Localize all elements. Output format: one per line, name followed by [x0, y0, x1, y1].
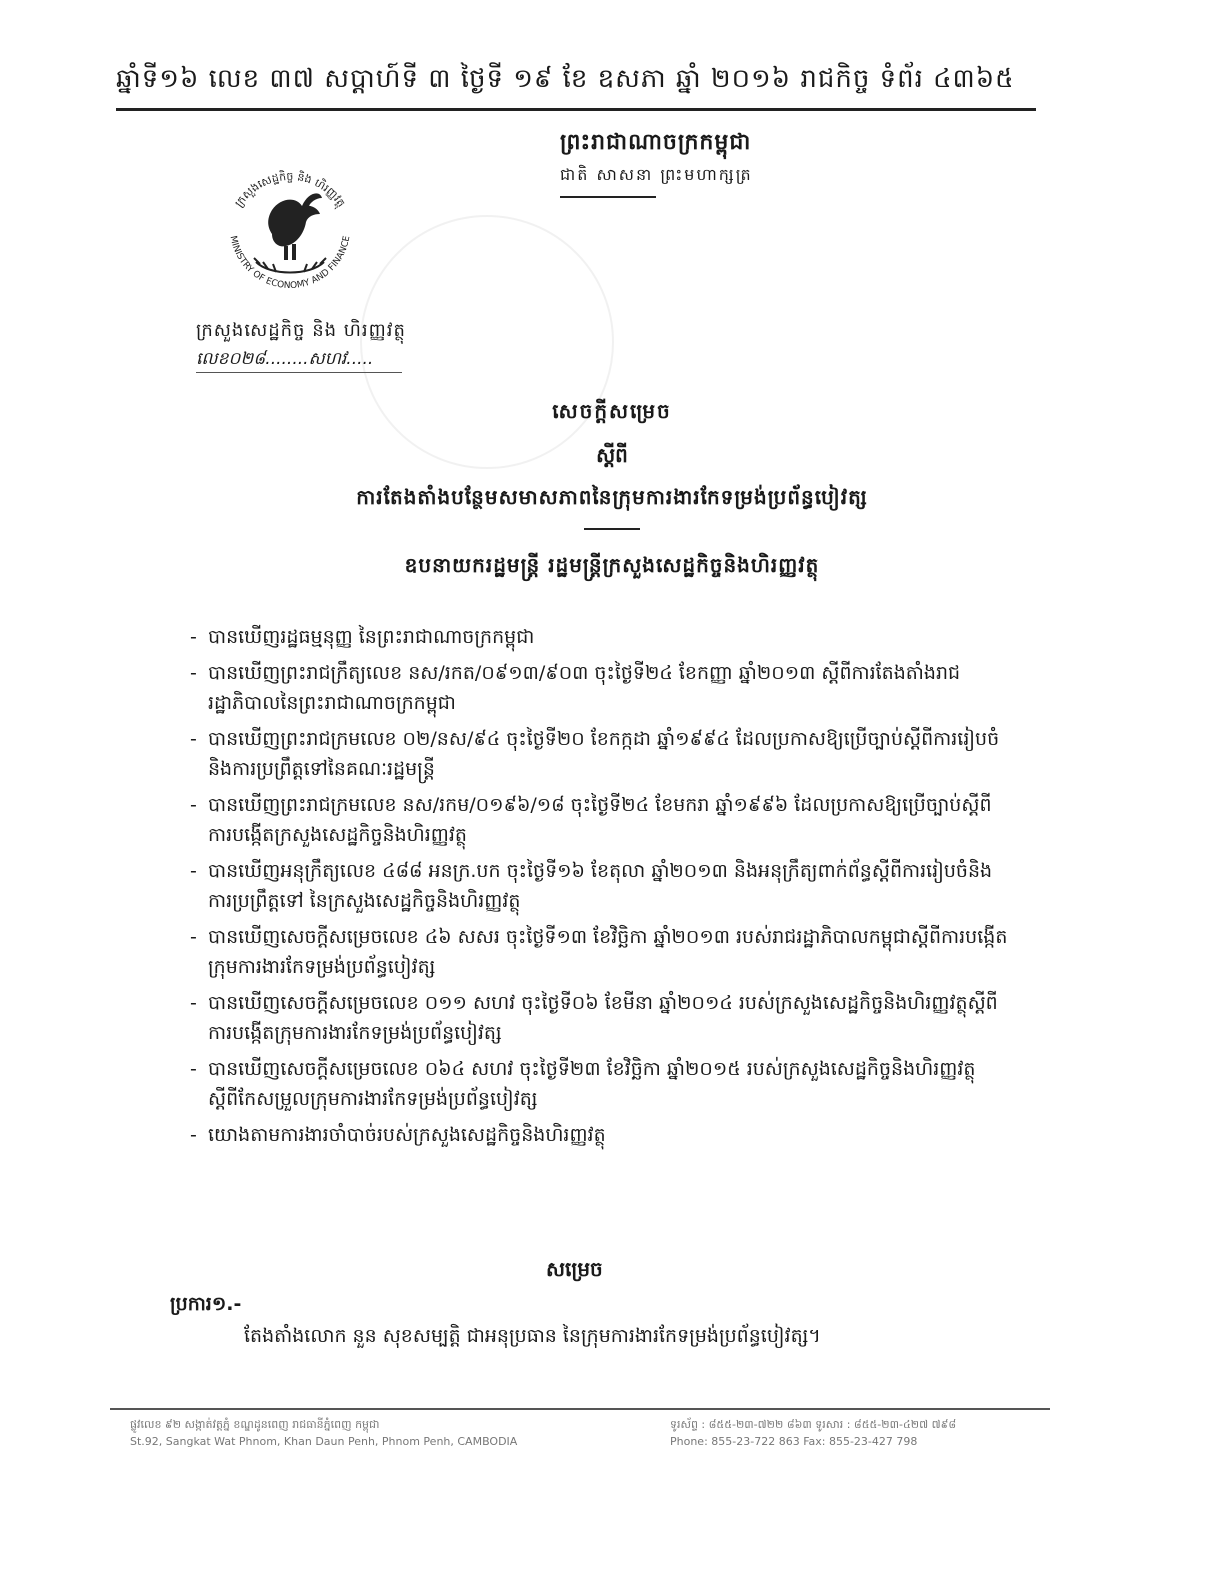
consideration-item: - បានឃើញរដ្ឋធម្មនុញ្ញ នៃព្រះរាជាណាចក្រកម្ពុជា [190, 626, 535, 648]
document-title [300, 398, 924, 582]
national-motto: ជាតិ សាសនា ព្រះមហាក្សត្រ [560, 165, 753, 184]
title-divider [584, 528, 640, 530]
consideration-item: - បានឃើញសេចក្តីសម្រេចលេខ ៤៦ សសរ ចុះថ្ងៃទី១៣ ខែវិច្ឆិកា ឆ្នាំ២០១៣ របស់រាជរដ្ឋាភិបាលកម្ពុជាស្តីពីការបង្កើតក្រុមការងារកែទម្រង់ប្រព័ន្ធបៀវត្ស [190, 926, 1008, 978]
header-rule [116, 108, 1036, 111]
seal-text-bottom: MINISTRY OF ECONOMY AND FINANCE [227, 234, 353, 292]
motto-divider [560, 196, 656, 198]
footer-phone-fax-kh: ទូរស័ព្ទ : ៨៥៥-២៣-៧២២ ៨៦៣ ទូរសារ : ៨៥៥-២៣-៤២៧ ៧៩៨ [670, 1418, 957, 1431]
consideration-item: - បានឃើញព្រះរាជក្រមលេខ នស/រកម/០១៩៦/១៨ ចុះថ្ងៃទី២៤ ខែមករា ឆ្នាំ១៩៩៦ ដែលប្រកាសឱ្យប្រើច្បាប់ស្តីពីការបង្កើតក្រសួងសេដ្ឋកិច្ចនិងហិរញ្ញវត្ថុ [190, 794, 992, 846]
reference-underline [196, 372, 402, 373]
seal-text-top: ក្រសួងសេដ្ឋកិច្ច និង ហិរញ្ញវត្ថុ [232, 169, 348, 210]
decision-heading: សម្រេច [546, 1257, 603, 1281]
gazette-header: ឆ្នាំទី១៦ លេខ ៣៧ សប្តាហ៍ទី ៣ ថ្ងៃទី ១៩ ខែ ឧសភា ឆ្នាំ ២០១៦ រាជកិច្ច ទំព័រ ៤៣៦៥ [116, 64, 1015, 94]
kingdom-block [560, 128, 760, 198]
footer-contact [670, 1416, 956, 1450]
kingdom-name: ព្រះរាជាណាចក្រកម្ពុជា [560, 130, 752, 155]
consideration-item: - បានឃើញអនុក្រឹត្យលេខ ៤៨៨ អនក្រ.បក ចុះថ្ងៃទី១៦ ខែតុលា ឆ្នាំ២០១៣ និងអនុក្រឹត្យពាក់ព័ន្ធស្តីពីការរៀបចំនិងការប្រព្រឹត្តទៅ នៃក្រសួងសេដ្ឋកិច្ចនិងហិរញ្ញវត្ថុ [190, 860, 993, 912]
ministry-name: ក្រសួងសេដ្ឋកិច្ច និង ហិរញ្ញវត្ថុ [196, 320, 406, 341]
issuing-authority: ឧបនាយករដ្ឋមន្ត្រី រដ្ឋមន្ត្រីក្រសួងសេដ្ឋកិច្ចនិងហិរញ្ញវត្ថុ [404, 553, 820, 577]
footer-address [130, 1416, 517, 1450]
consideration-item: - បានឃើញសេចក្តីសម្រេចលេខ ០១១ សហវ ចុះថ្ងៃទី០៦ ខែមីនា ឆ្នាំ២០១៤ របស់ក្រសួងសេដ្ឋកិច្ចនិងហិរញ្ញវត្ថុស្តីពីការបង្កើតក្រុមការងារកែទម្រង់ប្រព័ន្ធបៀវត្ស [190, 992, 998, 1044]
consideration-item: - បានឃើញសេចក្តីសម្រេចលេខ ០៦៤ សហវ ចុះថ្ងៃទី២៣ ខែវិច្ឆិកា ឆ្នាំ២០១៥ របស់ក្រសួងសេដ្ឋកិច្ចនិងហិរញ្ញវត្ថុស្តីពីកែសម្រួលក្រុមការងារកែទម្រង់ប្រព័ន្ធបៀវត្ស [190, 1058, 976, 1110]
article-1-text: តែងតាំងលោក នួន សុខសម្បត្តិ ជាអនុប្រធាន នៃក្រុមការងារកែទម្រង់ប្រព័ន្ធបៀវត្ស។ [244, 1325, 821, 1347]
footer-rule [110, 1408, 1050, 1410]
considerations-list [190, 622, 1010, 1156]
ministry-seal-icon [210, 150, 370, 300]
reference-number: លេខ០២៨........សហវ..... [196, 349, 374, 369]
consideration-item: - យោងតាមការងារចាំបាច់របស់ក្រសួងសេដ្ឋកិច្ចនិងហិរញ្ញវត្ថុ [190, 1124, 606, 1146]
consideration-item: - បានឃើញព្រះរាជក្រឹត្យលេខ នស/រកត/០៩១៣/៩០៣ ចុះថ្ងៃទី២៤ ខែកញ្ញា ឆ្នាំ២០១៣ ស្តីពីការតែងតាំងរាជរដ្ឋាភិបាលនៃព្រះរាជាណាចក្រកម្ពុជា [190, 662, 961, 714]
title-decision: សេចក្តីសម្រេច [552, 399, 672, 423]
footer-address-kh: ផ្លូវលេខ ៩២ សង្កាត់វត្តភ្នំ ខណ្ឌដូនពេញ រាជធានីភ្នំពេញ កម្ពុជា [130, 1418, 380, 1431]
footer-phone-fax-en: Phone: 855-23-722 863 Fax: 855-23-427 798 [670, 1435, 918, 1448]
title-on: ស្តីពី [596, 443, 628, 467]
article-1-label: ប្រការ១.- [170, 1293, 242, 1315]
title-subject: ការតែងតាំងបន្ថែមសមាសភាពនៃក្រុមការងារកែទម្រង់ប្រព័ន្ធបៀវត្ស [356, 485, 868, 509]
footer-address-en: St.92, Sangkat Wat Phnom, Khan Daun Penh, Phnom Penh, CAMBODIA [130, 1435, 518, 1448]
consideration-item: - បានឃើញព្រះរាជក្រមលេខ ០២/នស/៩៤ ចុះថ្ងៃទី២០ ខែកក្កដា ឆ្នាំ១៩៩៤ ដែលប្រកាសឱ្យប្រើច្បាប់ស្តីពីការរៀបចំ និងការប្រព្រឹត្តទៅនៃគណៈរដ្ឋមន្ត្រី [190, 728, 1000, 780]
